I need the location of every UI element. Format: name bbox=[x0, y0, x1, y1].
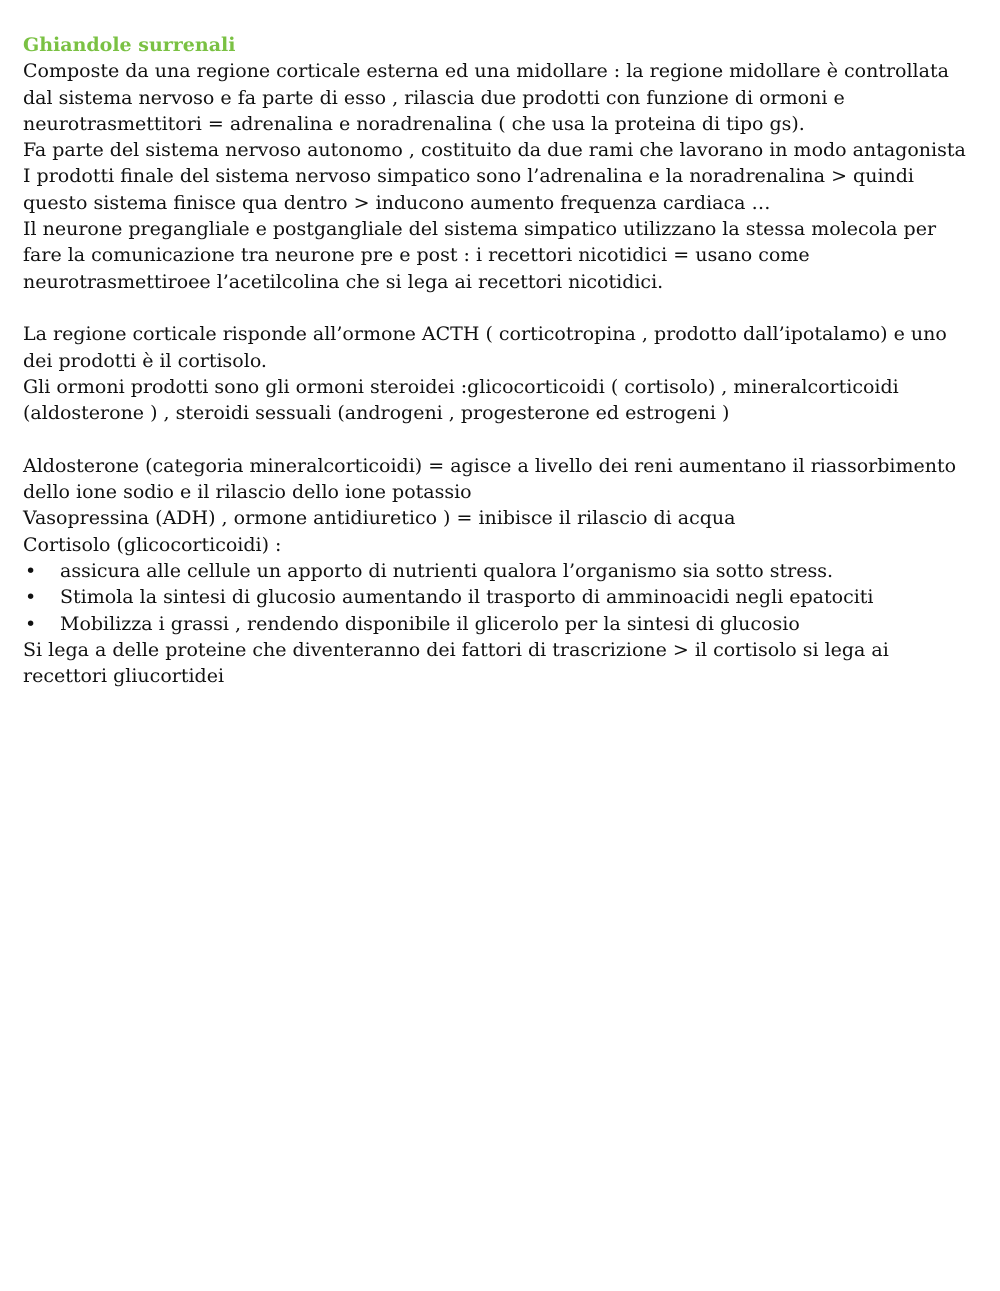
paragraph-vasopressin: Vasopressina (ADH) , ormone antidiuretico ) = inibisce il rilascio di acqua bbox=[23, 507, 736, 530]
list-item-text: Mobilizza i grassi , rendendo disponibile il glicerolo per la sintesi di glucosio bbox=[60, 612, 800, 635]
document-title: Ghiandole surrenali bbox=[23, 34, 236, 56]
bullet-icon: • bbox=[25, 612, 37, 635]
list-item bbox=[23, 611, 978, 637]
paragraph-closing: Si lega a delle proteine che diventeranno dei fattori di trascrizione > il cortisolo si lega ai recettori gliucortidei bbox=[23, 638, 889, 688]
paragraph-sympathetic-products: I prodotti finale del sistema nervoso simpatico sono l’adrenalina e la noradrenalina > quindi questo sistema finisce qua dentro > inducono aumento frequenza cardiaca … bbox=[23, 165, 915, 214]
list-item bbox=[23, 584, 978, 610]
blank-line bbox=[23, 295, 978, 321]
paragraph-autonomic: Fa parte del sistema nervoso autonomo , costituito da due rami che lavorano in modo antagonista bbox=[23, 139, 966, 162]
list-item-text: assicura alle cellule un apporto di nutrienti qualora l’organismo sia sotto stress. bbox=[60, 559, 833, 582]
list-item-text: Stimola la sintesi di glucosio aumentando il trasporto di amminoacidi negli epatociti bbox=[60, 586, 874, 609]
paragraph-cortisol-heading: Cortisolo (glicocorticoidi) : bbox=[23, 533, 282, 556]
document-page bbox=[23, 32, 978, 689]
paragraph-steroid-hormones: Gli ormoni prodotti sono gli ormoni steroidei :glicocorticoidi ( cortisolo) , mineralcorticoidi (aldosterone ) , steroidi sessuali (androgeni , progesterone ed estrogeni ) bbox=[23, 375, 899, 425]
bullet-icon: • bbox=[25, 586, 37, 609]
paragraph-medulla: Composte da una regione corticale esterna ed una midollare : la regione midollare è controllata dal sistema nervoso e fa parte di esso , rilascia due prodotti con funzione di ormoni e neurotrasmettitori = adrenalina e noradrenalina ( che usa la proteina di tipo gs). bbox=[23, 60, 949, 135]
paragraph-cortex-acth: La regione corticale risponde all’ormone ACTH ( corticotropina , prodotto dall’ipotalamo) e uno dei prodotti è il cortisolo. bbox=[23, 323, 947, 372]
list-item bbox=[23, 558, 978, 584]
paragraph-neurons: Il neurone pregangliale e postgangliale del sistema simpatico utilizzano la stessa molecola per fare la comunicazione tra neurone pre e post : i recettori nicotidici = usano come neurotrasmettiroee l’acetilcolina che si lega ai recettori nicotidici. bbox=[23, 218, 937, 293]
blank-line bbox=[23, 426, 978, 452]
bullet-icon: • bbox=[25, 559, 37, 582]
paragraph-aldosterone: Aldosterone (categoria mineralcorticoidi) = agisce a livello dei reni aumentano il riassorbimento dello ione sodio e il rilascio dello ione potassio bbox=[23, 454, 957, 504]
cortisol-bullet-list bbox=[23, 558, 978, 637]
